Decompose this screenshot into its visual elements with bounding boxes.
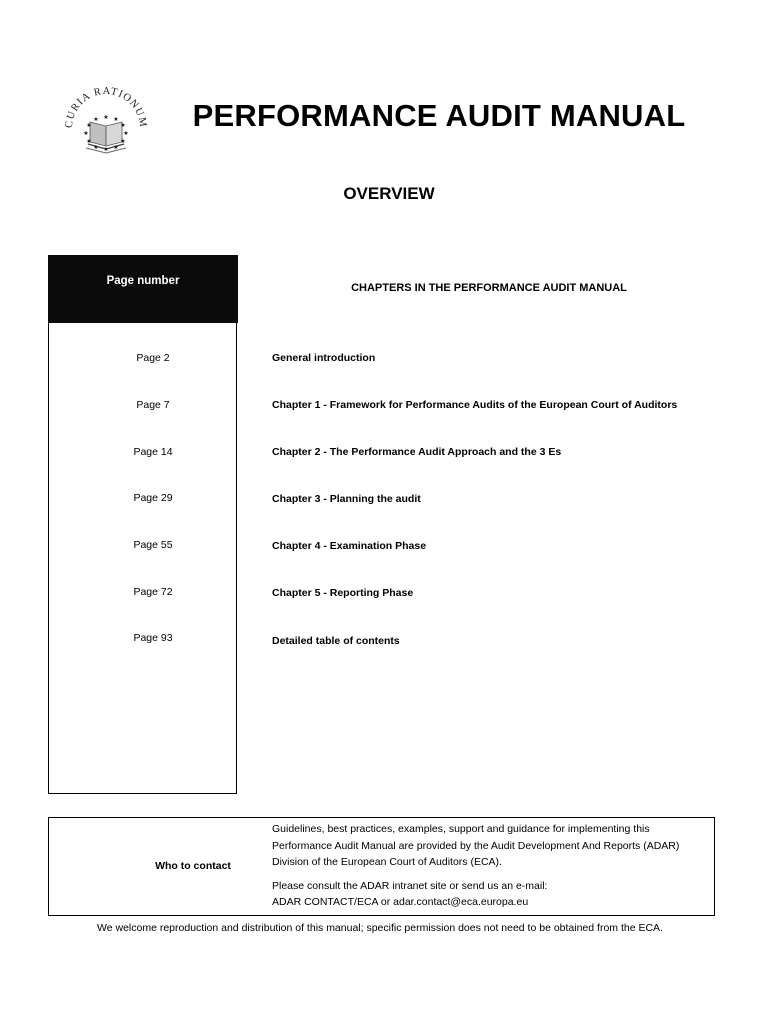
toc-page-number: Page 93 <box>133 632 173 644</box>
svg-text:★: ★ <box>93 144 99 151</box>
svg-text:★: ★ <box>120 138 126 145</box>
toc-page-number: Page 14 <box>133 446 173 458</box>
toc-chapter-title[interactable]: Detailed table of contents <box>272 635 400 647</box>
toc-chapter-title[interactable]: Chapter 4 - Examination Phase <box>272 540 427 552</box>
svg-text:CURIA RATIONUM: CURIA RATIONUM <box>63 85 149 129</box>
footer-note: We welcome reproduction and distribution of this manual; specific permission does not need to be obtained from the ECA. <box>97 922 663 934</box>
contact-paragraph: Guidelines, best practices, examples, support and guidance for implementing this Performance Audit Manual are provided by the Audit Development And Reports (ADAR) Division of the European Court of Auditors (ECA). <box>272 823 680 868</box>
toc-page-number: Page 72 <box>133 586 173 598</box>
toc-page-number: Page 7 <box>136 399 170 411</box>
svg-text:★: ★ <box>86 138 92 145</box>
page-number-column <box>48 255 237 794</box>
page-subtitle: OVERVIEW <box>343 184 435 203</box>
toc-chapter-title[interactable]: Chapter 3 - Planning the audit <box>272 493 421 505</box>
toc-chapter-title[interactable]: Chapter 1 - Framework for Performance Audits of the European Court of Auditors <box>272 399 678 411</box>
toc-chapter-title[interactable]: Chapter 5 - Reporting Phase <box>272 587 414 599</box>
svg-text:★: ★ <box>86 122 92 129</box>
toc-page-number: Page 29 <box>133 492 173 504</box>
svg-text:★: ★ <box>103 146 109 153</box>
svg-text:★: ★ <box>83 130 89 137</box>
chapters-header: CHAPTERS IN THE PERFORMANCE AUDIT MANUAL <box>351 282 627 294</box>
toc-chapter-title[interactable]: General introduction <box>272 352 376 364</box>
svg-text:★: ★ <box>123 130 129 137</box>
contact-text <box>272 821 712 911</box>
page-title: PERFORMANCE AUDIT MANUAL <box>192 98 686 133</box>
toc-chapter-title[interactable]: Chapter 2 - The Performance Audit Approach and the 3 Es <box>272 446 562 458</box>
svg-text:★: ★ <box>113 144 119 151</box>
svg-text:★: ★ <box>113 116 119 123</box>
page-number-header: Page number <box>48 255 238 323</box>
contact-instruction <box>272 878 712 911</box>
contact-label: Who to contact <box>155 860 231 872</box>
contact-email-link[interactable]: ADAR CONTACT/ECA or adar.contact@eca.europa.eu <box>272 896 529 908</box>
svg-text:★: ★ <box>120 122 126 129</box>
svg-text:★: ★ <box>93 116 99 123</box>
toc-page-number: Page 2 <box>136 352 170 364</box>
contact-instruction-line: Please consult the ADAR intranet site or send us an e-mail: <box>272 879 548 892</box>
svg-text:★: ★ <box>103 114 109 121</box>
toc-page-number: Page 55 <box>133 539 173 551</box>
